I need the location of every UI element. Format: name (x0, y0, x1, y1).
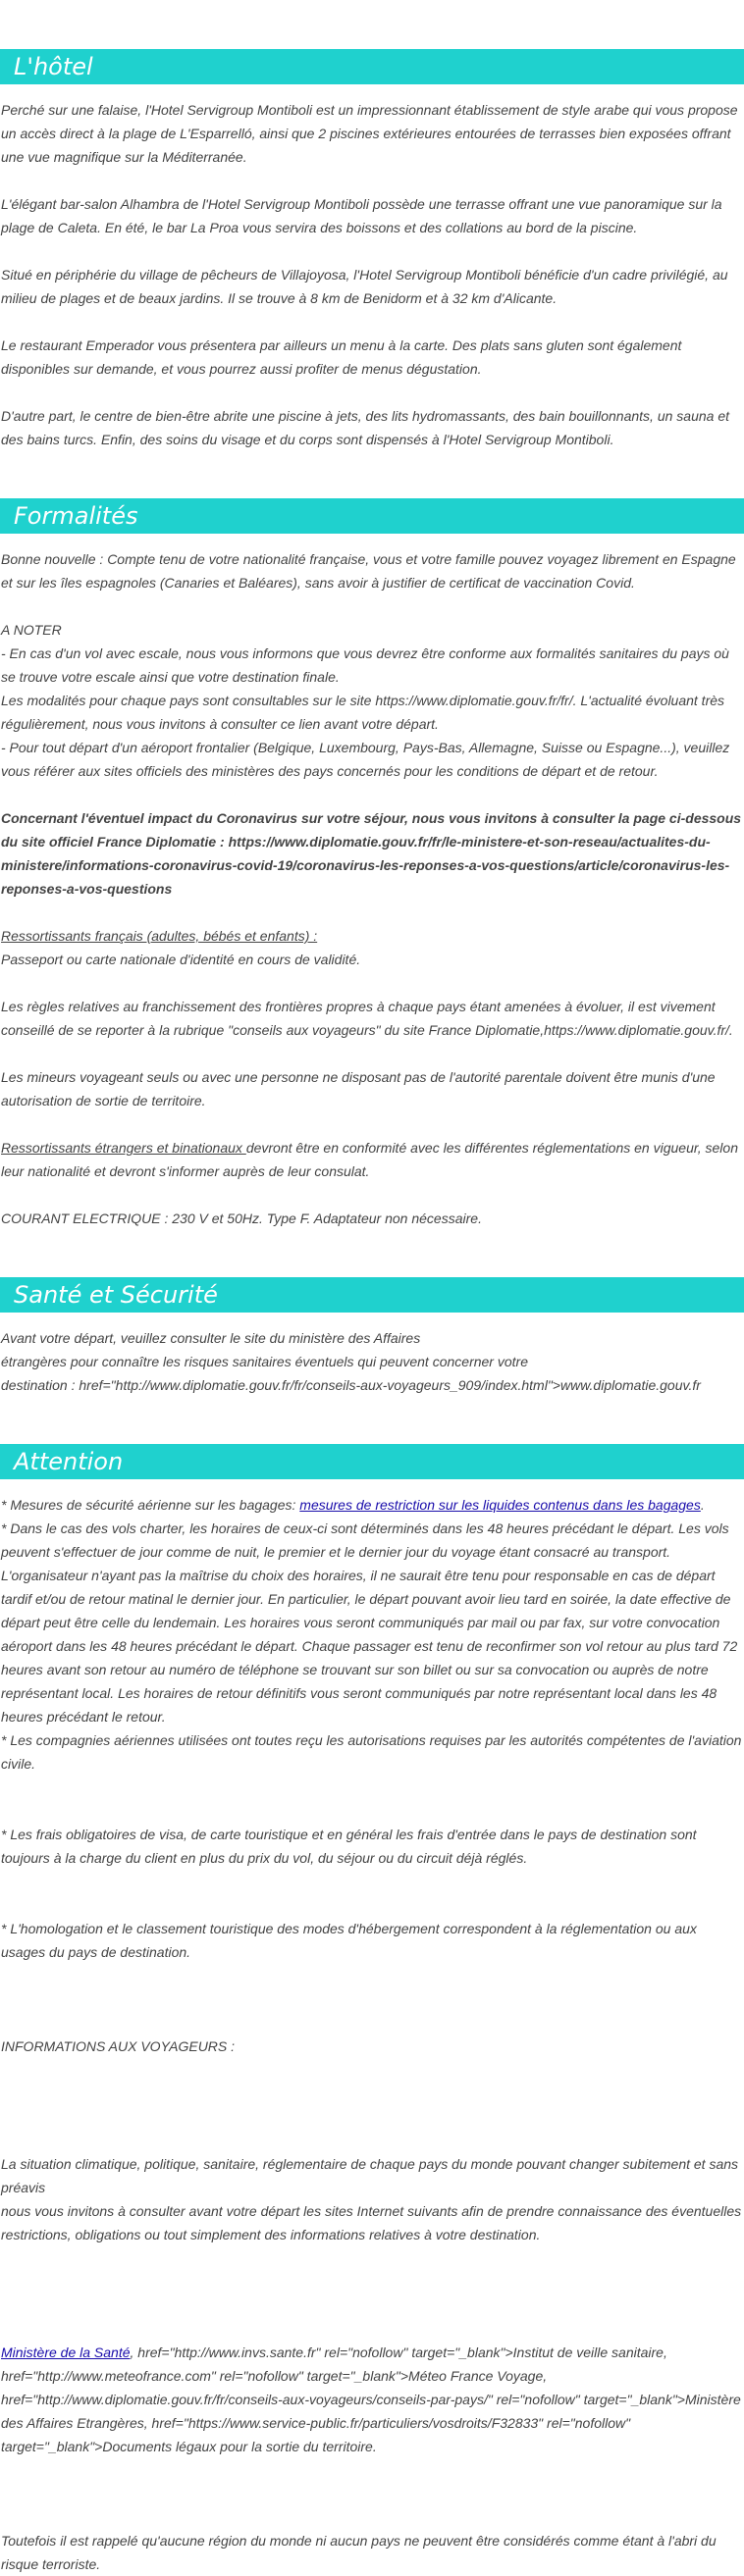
formalites-body (0, 547, 744, 1230)
ressortissants-fr-text: Passeport ou carte nationale d'identité en cours de validité. (1, 952, 361, 967)
spacer (1, 2129, 743, 2152)
section-title-hotel: L'hôtel (0, 49, 744, 84)
hotel-paragraph-5: D'autre part, le centre de bien-être abrite une piscine à jets, des lits hydromassants, des bain bouillonnants, un sauna et des bains turcs. Enfin, des soins du visage et du corps sont dispensés à l'Hotel Servigroup Montiboli. (1, 408, 729, 447)
hotel-paragraph-1: Perché sur une falaise, l'Hotel Servigroup Montiboli est un impressionnant établissement de style arabe qui vous propose un accès direct à la plage de L'Esparrelló, ainsi que 2 piscines extérieures entourées de terrasses bien exposées offrant une vue magnifique sur la Méditerranée. (1, 102, 738, 165)
sante-text (1, 1326, 743, 1397)
attention-homologation: * L'homologation et le classement touristique des modes d'hébergement correspondent à la réglementation ou aux usages du pays de destination. (1, 1921, 697, 1960)
spacer (1, 2011, 743, 2035)
liquides-restriction-link[interactable]: mesures de restriction sur les liquides contenus dans les bagages (299, 1497, 701, 1513)
attention-frais: * Les frais obligatoires de visa, de carte touristique et en général les frais d'entrée dans le pays de destination sont toujours à la charge du client en plus du prix du vol, du séjour ou du circuit déjà réglés. (1, 1827, 697, 1866)
formalites-bonne-nouvelle: Bonne nouvelle : Compte tenu de votre nationalité française, vous et votre famille pouvez voyagez librement en Espagne et sur les îles espagnoles (Canaries et Baléares), sans avoir à justifier de certificat de vaccination Covid. (1, 551, 736, 591)
note-aeroport-frontalier: - Pour tout départ d'un aéroport frontalier (Belgique, Luxembourg, Pays-Bas, Allemagne, Suisse ou Espagne...), veuillez vous référer aux sites officiels des ministères des pays concernés pour les conditions de départ et de retour. (1, 740, 730, 779)
hotel-body (0, 98, 744, 451)
note-escale: - En cas d'un vol avec escale, nous vous informons que vous devrez être conforme aux formalités sanitaires du pays où se trouve votre escale ainsi que votre destination finale. (1, 645, 729, 685)
formalites-covid-notice: Concernant l'éventuel impact du Coronavirus sur votre séjour, nous vous invitons à consulter la page ci-dessous du site officiel France Diplomatie : https://www.diplomatie.gouv.fr/fr/le-ministere-et-son-reseau/actualites-du-ministere/informations-coronavirus-covid-19/coronavirus-les-reponses-a-vos-questions/article/coronavirus-les-reponses-a-vos-questions (1, 810, 742, 897)
spacer (1, 2058, 743, 2129)
section-formalites (0, 498, 744, 1230)
formalites-mineurs: Les mineurs voyageant seuls ou avec une personne ne disposant pas de l'autorité parentale doivent être munis d'une autorisation de sortie de territoire. (1, 1069, 716, 1108)
spacer (1, 2317, 743, 2341)
spacer (1, 2246, 743, 2317)
attention-terroriste: Toutefois il est rappelé qu'aucune région du monde ni aucun pays ne peuvent être considérés comme étant à l'abri du risque terroriste. (1, 2533, 717, 2572)
section-hotel (0, 49, 744, 451)
formalites-note-block (1, 618, 743, 783)
etrangers-text: devront être en conformité avec les différentes réglementations en vigueur, selon leur nationalité et devront s'informer auprès de leur consulat. (1, 1140, 738, 1179)
ressortissants-fr-label: Ressortissants français (adultes, bébés et enfants) : (1, 928, 318, 944)
section-attention (0, 1444, 744, 2576)
note-title: A NOTER (1, 622, 62, 638)
etrangers-label: Ressortissants étrangers et binationaux (1, 1140, 246, 1156)
mesures-prefix: * Mesures de sécurité aérienne sur les bagages: (1, 1497, 300, 1513)
ministere-sante-link[interactable]: Ministère de la Santé (1, 2344, 131, 2360)
attention-mesures (1, 1493, 743, 1517)
formalites-etrangers (1, 1136, 743, 1183)
spacer (1, 2458, 743, 2529)
hotel-paragraph-3: Situé en périphérie du village de pêcheurs de Villajoyosa, l'Hotel Servigroup Montiboli bénéficie d'un cadre privilégié, au milieu de plages et de beaux jardins. Il se trouve à 8 km de Benidorm et à 32 km d'Alicante. (1, 267, 728, 306)
attention-links (1, 2341, 743, 2458)
situation-line-2: nous vous invitons à consulter avant votre départ les sites Internet suivants afin de prendre connaissance des éventuelles restrictions, obligations ou tout simplement des informations relatives à votre destination. (1, 2203, 742, 2242)
section-title-sante: Santé et Sécurité (0, 1277, 744, 1313)
situation-line-1: La situation climatique, politique, sanitaire, réglementaire de chaque pays du monde pouvant changer subitement et sans préavis (1, 2156, 739, 2195)
formalites-ressortissants-fr (1, 924, 743, 971)
spacer (1, 1799, 743, 1823)
links-text: , href="http://www.invs.sante.fr" rel="nofollow" target="_blank">Institut de veille sanitaire, href="http://www.meteofrance.com" rel="nofollow" target="_blank">Méteo France Voyage, href="http://www.diplomatie.gouv.fr/fr/conseils-aux-voyageurs/conseils-par-pays/" rel="nofollow" target="_blank">Ministère des Affaires Etrangères, href="https://www.service-public.fr/particuliers/vosdroits/F32833" rel="nofollow" target="_blank">Documents légaux pour la sortie du territoire. (1, 2344, 741, 2454)
attention-charter: * Dans le cas des vols charter, les horaires de ceux-ci sont déterminés dans les 48 heures précédant le départ. Les vols peuvent s'effectuer de jour comme de nuit, le premier et le dernier jour du voyage étant consacré au transport. L'organisateur n'ayant pas la maîtrise du choix des horaires, il ne saurait être tenu pour responsable en cas de départ tardif et/ou de retour matinal le dernier jour. En particulier, le départ pouvant avoir lieu tard en soirée, la date effective de départ peut être celle du lendemain. Les horaires vous seront communiqués par mail ou par fax, sur votre convocation aéroport dans les 48 heures précédant le départ. Chaque passager est tenu de reconfirmer son vol retour au plus tard 72 heures avant son retour au numéro de téléphone se trouvant sur son billet ou sur sa convocation ou auprès de notre représentant local. Les horaires de retour définitifs vous seront communiqués par notre représentant local dans les 48 heures précédant le retour. (1, 1520, 738, 1725)
hotel-paragraph-4: Le restaurant Emperador vous présentera par ailleurs un menu à la carte. Des plats sans gluten sont également disponibles sur demande, et vous pourrez aussi profiter de menus dégustation. (1, 337, 682, 377)
section-title-formalites: Formalités (0, 498, 744, 534)
attention-body (0, 1493, 744, 2576)
section-title-attention: Attention (0, 1444, 744, 1479)
spacer (1, 1964, 743, 2011)
section-sante (0, 1277, 744, 1397)
mesures-suffix: . (700, 1497, 705, 1513)
spacer (1, 1893, 743, 1917)
note-modalites: Les modalités pour chaque pays sont consultables sur le site https://www.diplomatie.gouv.fr/fr/. L'actualité évoluant très régulièrement, nous vous invitons à consulter ce lien avant votre départ. (1, 693, 725, 732)
formalites-courant: COURANT ELECTRIQUE : 230 V et 50Hz. Type F. Adaptateur non nécessaire. (1, 1211, 482, 1226)
sante-body (0, 1326, 744, 1397)
infos-voyageurs-title: INFORMATIONS AUX VOYAGEURS : (1, 2038, 236, 2054)
hotel-paragraph-2: L'élégant bar-salon Alhambra de l'Hotel Servigroup Montiboli possède une terrasse offrant une vue panoramique sur la plage de Caleta. En été, le bar La Proa vous servira des boissons et des collations au bord de la piscine. (1, 196, 722, 235)
formalites-regles: Les règles relatives au franchissement des frontières propres à chaque pays étant amenées à évoluer, il est vivement conseillé de se reporter à la rubrique "conseils aux voyageurs" du site France Diplomatie,https://www.diplomatie.gouv.fr/. (1, 999, 733, 1038)
sante-line-2: étrangères pour connaître les risques sanitaires éventuels qui peuvent concerner votre (1, 1354, 528, 1369)
sante-line-3: destination : href="http://www.diplomatie.gouv.fr/fr/conseils-aux-voyageurs_909/index.html">www.diplomatie.gouv.fr (1, 1377, 701, 1393)
attention-situation (1, 2152, 743, 2246)
sante-line-1: Avant votre départ, veuillez consulter le site du ministère des Affaires (1, 1330, 421, 1346)
attention-compagnies: * Les compagnies aériennes utilisées ont toutes reçu les autorisations requises par les autorités compétentes de l'aviation civile. (1, 1732, 742, 1772)
